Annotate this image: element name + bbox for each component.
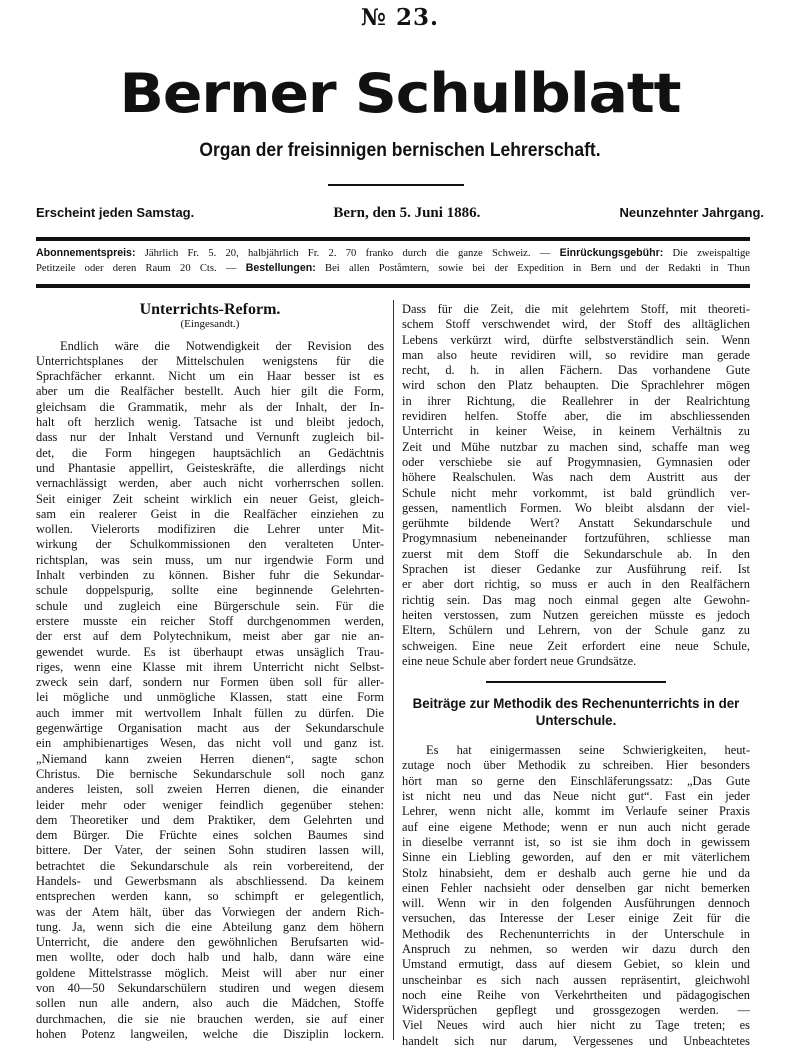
header-rule-top [36, 237, 750, 241]
text-line: Unterricht, die andere den gewöhnlichen Berufsarten wid- [36, 935, 384, 950]
text-line: will. Wenn wir in den folgenden Ausführungen dennoch [402, 896, 750, 911]
text-line: zuerst mit dem Stoff die Sekundarschule ab. In den [402, 546, 750, 561]
text-line: schule doppelspurig, sollte eine beginnende Gelehrten- [36, 583, 384, 598]
text-line: zutage noch über Methodik zu schreiben. Hier besonders [402, 758, 750, 773]
text-line: Umstand ermutigt, dass auf diesem Gebiet, so klein und [402, 957, 750, 972]
notice-text-subscription: Jährlich Fr. 5. 20, halbjährlich Fr. 2. 70 franko durch die ganze Schweiz. — [144, 248, 551, 259]
issue-date: Bern, den 5. Juni 1886. [333, 205, 481, 221]
article1-byline: (Eingesandt.) [180, 318, 240, 331]
notice-label-orders: Bestellungen: [245, 262, 316, 274]
text-line: gleichsam die Grammatik, mehr als der Inhalt, der In- [36, 399, 384, 414]
text-line: richtig sein. Das mag noch einmal gegen alte Gewohn- [402, 592, 750, 607]
text-line: schweigen. Eine neue Zeit erfordert eine neue Schule, [402, 638, 750, 653]
text-line: in ihrer Richtung, die Reallehrer in der Realrichtung [402, 393, 750, 408]
text-line: aber um die Realfächer bestellt. Auch hier gilt die Form, [36, 384, 384, 399]
article2-body [402, 743, 750, 1049]
text-line: lei mögliche und unmögliche Klassen, statt eine Form [36, 690, 384, 705]
header-rule-bottom [36, 284, 750, 288]
text-line: gewendet wurde. Es ist überhaupt etwas unsäglich Trau- [36, 644, 384, 659]
text-line: Seit einiger Zeit scheint wirklich ein neuer Geist, gleich- [36, 491, 384, 506]
masthead-subtitle: Organ der freisinnigen bernischen Lehrerschaft. [199, 140, 601, 161]
text-line: Anspruch zu nehmen, so werden wir dazu durch den [402, 941, 750, 956]
text-line: durchmachen, die sie nie brauchen werden, sie auf einer [36, 1011, 384, 1026]
text-line: Unterrichtsplanes der Mittelschulen wenigstens für die [36, 353, 384, 368]
article1-title: Unterrichts-Reform. [139, 301, 281, 318]
text-line: erstere musste ein reicher Stoff durchgenommen werden, [36, 613, 384, 628]
text-line: Eltern, Schülern und Lehrern, von der Schule ganz zu [402, 623, 750, 638]
text-line: hört man so gerne den Einschläferungssatz: „Das Gute [402, 773, 750, 788]
text-line: man also heute revidiren will, so revidire man gerade [402, 347, 750, 362]
text-line: „Niemand kann zweien Herren dienen“, sagte schon [36, 751, 384, 766]
text-line: Es hat einigermassen seine Schwierigkeiten, heut- [426, 743, 750, 758]
text-line: und Phantasie appellirt, Geisteskräfte, die allerdings nicht [36, 460, 384, 475]
notice-text-orders: Bei allen Poståmtern, sowie bei der Expedition in Bern und der Redakti in Thun [325, 263, 750, 274]
text-line: tung. Ja, wenn sich die eine Abteilung ganz dem höhern [36, 919, 384, 934]
article2-title: Beiträge zur Methodik des Rechenunterrichts in der Unterschule. [412, 695, 740, 729]
text-line: sam ein realerer Geist in die Realfächer einziehen zu [36, 506, 384, 521]
text-line: versuchen, das Interesse der Leser einige Zeit für die [402, 911, 750, 926]
text-line: Unterricht in keiner Weise, in keinem Verhältnis zu [402, 424, 750, 439]
text-line: vernachlässigt werden, aber auch nicht vorherrschen sollen. [36, 476, 384, 491]
text-line: heiten verstossen, zum Nutzen gereichen müsste es jedoch [402, 607, 750, 622]
text-line: von 40—50 Sekundarschülern studiren und wegen diesem [36, 981, 384, 996]
text-line: Progymnasium nebeneinander fortzuführen, schliesse man [402, 531, 750, 546]
left-column [36, 302, 384, 1042]
text-line: riges, wenn eine Klasse mit ihrem Unterricht nicht Selbst- [36, 659, 384, 674]
text-line: schule und zugleich eine Bürgerschule sein. Für die [36, 598, 384, 613]
text-line: dass nur der Inhalt Verstand und Vernunft zugleich bil- [36, 430, 384, 445]
text-line: goldene Mittelstrasse möglich. Meist will aber nur einer [36, 965, 384, 980]
text-line: eine neue Schule aber fordert neue Grundsätze. [402, 653, 637, 668]
masthead-title: Berner Schulblatt [119, 62, 681, 125]
text-line: gerühmte bildende Wert? Anstatt Sekundarschule und [402, 516, 750, 531]
text-line: bittere. Der Vater, der seinen Sohn studiren lassen will, [36, 843, 384, 858]
volume-note: Neunzehnter Jahrgang. [619, 205, 764, 220]
text-line: Lehrer, wenn nicht alle, kommt im Verlaufe seiner Praxis [402, 804, 750, 819]
subscription-notice [36, 246, 750, 276]
text-line: wird schon den Platz behaupten. Die Sprachlehrer mögen [402, 378, 750, 393]
text-line: dem Theoretiker und dem Praktiker, dem Gelehrten und [36, 812, 384, 827]
text-line: Lebens verkürzt wird, dürfte selbstverständlich sein. Wenn [402, 332, 750, 347]
frequency-note: Erscheint jeden Samstag. [36, 205, 195, 220]
text-line: revidiren helfen. Stoffe aber, die im abschliessenden [402, 409, 750, 424]
text-line: betrachtet die Sekundarschule als rein vorbereitend, der [36, 858, 384, 873]
issue-number: № 23. [360, 4, 440, 31]
text-line: oder verschiebe sie auf Progymnasien, Gymnasien oder [402, 454, 750, 469]
text-line: sollen nun alle andern, also auch die Mädchen, Stoffe [36, 996, 384, 1011]
text-line: was der Atem hält, über das Vorwiegen der andern Rich- [36, 904, 384, 919]
notice-label-subscription: Abonnementspreis: [36, 247, 136, 259]
dateline [36, 205, 764, 222]
text-line: der erst auf dem Polytechnikum, meist aber gar nie an- [36, 629, 384, 644]
text-line: entsprechen werden kann, so schimpft er gelegentlich, [36, 889, 384, 904]
text-line: auf eine eigene Methode; wenn er nun auch nicht gerade [402, 819, 750, 834]
text-line: det, die Form hingegen hauptsächlich an Gedächtnis [36, 445, 384, 460]
text-line: richtsplan, was sein muss, um nur irgendwie Form und [36, 552, 384, 567]
text-line: höhere Realschulen. Was nach dem Austritt aus der [402, 470, 750, 485]
text-line: zweck sein darf, sondern nur Formen üben soll für aller- [36, 675, 384, 690]
text-line: in dieselbe verrannt ist, so ist sie ihm doch in gewissem [402, 834, 750, 849]
text-line: einen Fehler nachsieht oder denselben gar nicht bemerken [402, 880, 750, 895]
text-line: Sinne ein Liebling geworden, auf den er mit väterlichem [402, 850, 750, 865]
text-line: anderes leisten, soll zweien Herren dienen, die einander [36, 782, 384, 797]
notice-text-ads: Die zweispaltige [672, 248, 750, 259]
column-divider [393, 300, 394, 1040]
text-line: wollen. Vielerorts modifiziren die Lehrer unter Mit- [36, 522, 384, 537]
text-line: Stolz hinabsieht, dem er deshalb auch gerne hie und da [402, 865, 750, 880]
text-line: Schule nicht mehr vorkommt, ist bald gründlich ver- [402, 485, 750, 500]
text-line: men wollte, oder doch halb und halb, dann wäre eine [36, 950, 384, 965]
text-line: Widersprüchen gepflegt und grossgezogen werden. — [402, 1003, 750, 1018]
text-line: gessen, namentlich Formen. Wo bleibt alsdann der viel- [402, 500, 750, 515]
text-line: Endlich wäre die Notwendigkeit der Revision des [60, 338, 384, 353]
text-line: auch immer mit wertvollem Inhalt füllen zu dürfen. Die [36, 705, 384, 720]
text-line: leider mehr oder weniger feindlich gegenüber stehen: [36, 797, 384, 812]
notice-text-ads-cont: Petitzeile oder deren Raum 20 Cts. — [36, 263, 237, 274]
text-line: er aber dort richtig, so muss er auch in den Realfächern [402, 577, 750, 592]
text-line: ist nicht neu und das Neue nicht gut“. Fast ein jeder [402, 789, 750, 804]
text-line: Sprachfächer erkannt. Nicht um ein Haar besser ist es [36, 369, 384, 384]
text-line: noch eine Reihe von Verkehrtheiten und pädagogischen [402, 987, 750, 1002]
notice-label-ads: Einrückungsgebühr: [559, 247, 664, 259]
text-line: dem Bürger. Die Früchte eines solchen Baumes sind [36, 828, 384, 843]
text-line: gegenwärtige Organisation macht aus der Sekundarschule [36, 721, 384, 736]
text-line: Sprachen ist dieser Gedanke zur Ausführung reif. Ist [402, 562, 750, 577]
text-line: Zeit und Mühe nutzbar zu machen sind, schaffe man weg [402, 439, 750, 454]
text-line: schem Stoff verschwendet wird, der Stoff des alltäglichen [402, 317, 750, 332]
text-line: Handels- und Gewerbsmann als abschliessend. Da keinem [36, 873, 384, 888]
text-line: Dass für die Zeit, die mit gelehrtem Stoff, mit theoreti- [402, 302, 750, 316]
text-line: recht, d. h. in allen Fächern. Das vorhandene Gute [402, 363, 750, 378]
right-column [402, 302, 750, 1049]
text-line: handelt sich nur darum, Vergessenes und Unbeachtetes [402, 1033, 750, 1048]
article1-body [36, 339, 384, 1043]
text-line: halt oft herzlich wenig. Tatsache ist und bleibt jedoch, [36, 415, 384, 430]
article-separator [486, 681, 666, 683]
text-line: Inhalt verbinden zu können. Bisher fuhr die Sekundar- [36, 568, 384, 583]
text-line: Viel Neues wird auch hier nicht zu Tage treten; es [402, 1018, 750, 1033]
text-line: ein amphibienartiges Wesen, das nicht voll und ganz ist. [36, 736, 384, 751]
text-line: unscheinbar es sich nach aussen repräsentirt, gleichwohl [402, 972, 750, 987]
text-line: Christus. Die bernische Sekundarschule soll noch ganz [36, 766, 384, 781]
article1-continuation [402, 302, 750, 669]
text-line: wirkung der Schulkommissionen den veralteten Unter- [36, 537, 384, 552]
ornament-rule [328, 184, 464, 186]
text-line: Methodik des Rechenunterrichts in der Unterschule in [402, 926, 750, 941]
text-line: hohen Potenz langweilen, welche die Disziplin lockern. [36, 1026, 384, 1041]
